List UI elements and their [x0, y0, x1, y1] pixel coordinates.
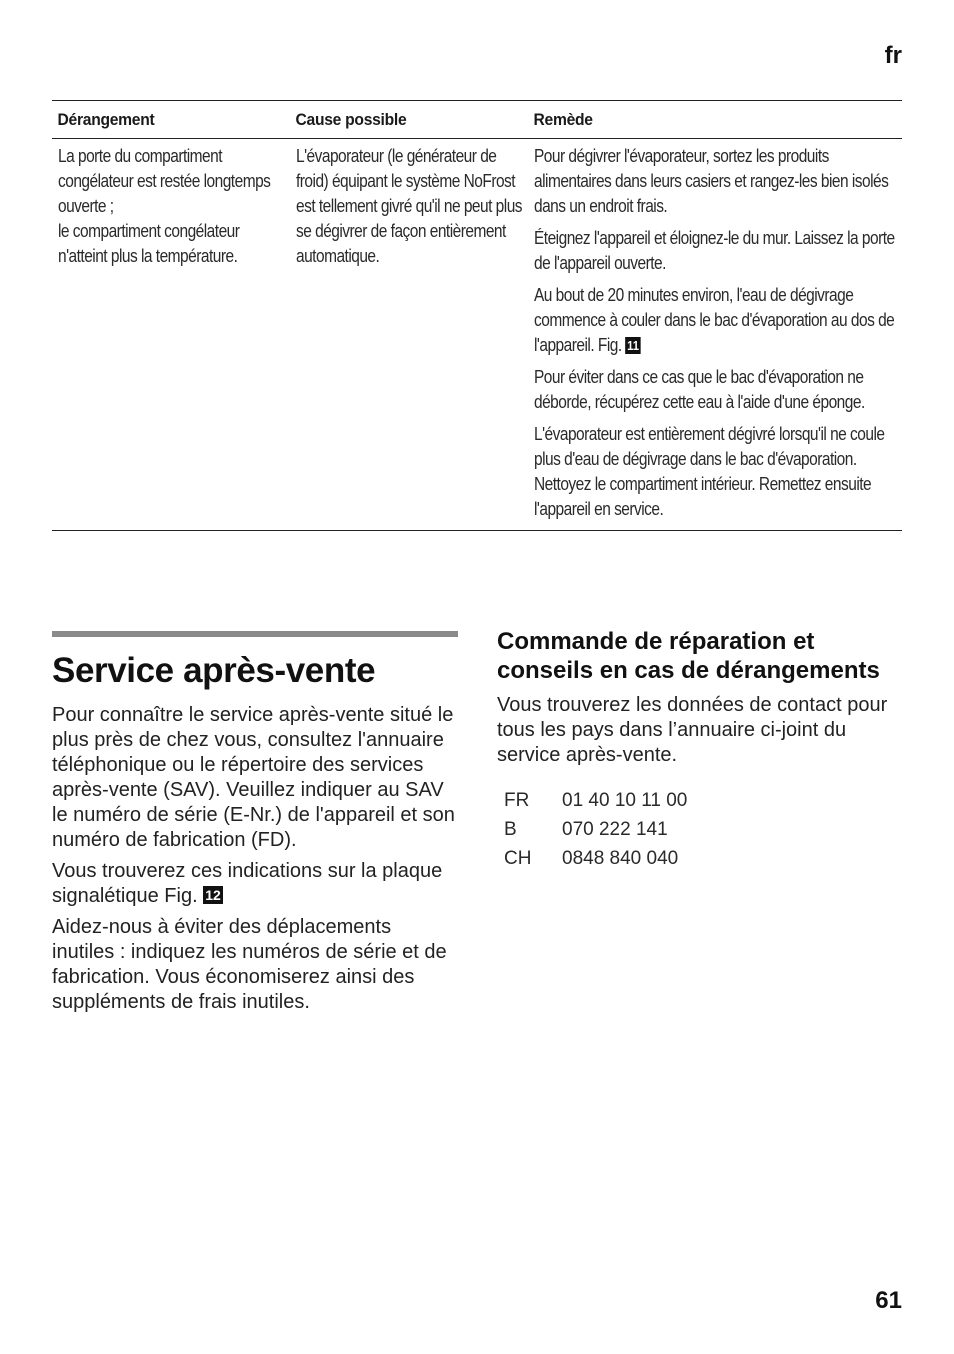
remedy-step: Éteignez l'appareil et éloignez-le du mur. Laissez la porte de l'appareil ouverte. [534, 228, 895, 273]
country-code: B [504, 819, 517, 840]
list-item [504, 786, 902, 815]
figure-reference-icon: 12 [205, 887, 221, 903]
symptom-cell [52, 144, 290, 522]
remedy-step: L'évaporateur est entièrement dégivré lorsqu'il ne coule plus d'eau de dégivrage dans le bac d'évaporation. Nettoyez le compartiment intérieur. Remettez ensuite l'appareil en service. [534, 424, 885, 519]
remedy-step: Pour éviter dans ce cas que le bac d'évaporation ne déborde, récupérez cette eau à l'aide d'une éponge. [534, 367, 865, 412]
remedy-step [534, 283, 901, 358]
service-paragraph: Pour connaître le service après-vente situé le plus près de chez vous, consultez l'annuaire téléphonique ou le répertoire des services après-vente (SAV). Veuillez indiquer au SAV le numéro de série (E-Nr.) de l'appareil et son numéro de fabrication (FD). [52, 704, 455, 851]
repair-section [497, 627, 902, 873]
phone-number: 01 40 10 11 00 [562, 790, 688, 811]
service-paragraph: Aidez-nous à éviter des déplacements inutiles : indiquez les numéros de série et de fabrication. Vous économiserez ainsi des suppléments de frais inutiles. [52, 916, 447, 1013]
subsection-title: Commande de réparation et conseils en cas de dérangements [497, 628, 880, 684]
symptom-line: La porte du compartiment congélateur est restée longtemps ouverte ; [58, 146, 271, 216]
remedy-cell [528, 144, 902, 522]
country-code: CH [504, 848, 532, 869]
service-paragraph-text: Vous trouverez ces indications sur la plaque signalétique Fig. [52, 860, 443, 907]
phone-number: 070 222 141 [562, 819, 668, 840]
column-header-remede: Remède [533, 109, 593, 129]
table-header-row [52, 101, 902, 139]
figure-reference-icon: 11 [627, 338, 639, 353]
contact-list [504, 786, 902, 873]
remedy-step: Pour dégivrer l'évaporateur, sortez les produits alimentaires dans leurs casiers et rangez-les bien isolés dans un endroit frais. [534, 146, 889, 216]
section-divider [52, 631, 458, 637]
column-header-derangement: Dérangement [57, 109, 155, 129]
language-marker: fr [884, 42, 902, 69]
table-row [52, 139, 902, 530]
country-code: FR [504, 790, 530, 811]
list-item [504, 844, 902, 873]
section-title: Service après-vente [52, 651, 376, 690]
remedy-step-text: Au bout de 20 minutes environ, l'eau de dégivrage commence à couler dans le bac d'évaporation au dos de l'appareil. Fig. [534, 285, 895, 355]
page-number: 61 [875, 1287, 902, 1314]
symptom-line: le compartiment congélateur n'atteint plus la température. [58, 221, 240, 266]
service-section [52, 631, 458, 1021]
repair-paragraph: Vous trouverez les données de contact pour tous les pays dans l’annuaire ci-joint du service après-vente. [497, 694, 888, 766]
list-item [504, 815, 902, 844]
column-header-cause: Cause possible [295, 109, 407, 129]
troubleshooting-table [52, 100, 902, 531]
service-paragraph [52, 859, 458, 909]
cause-cell [290, 144, 528, 522]
cause-text: L'évaporateur (le générateur de froid) équipant le système NoFrost est tellement givré qu'il ne peut plus se dégivrer de façon entièrement automatique. [296, 146, 523, 266]
phone-number: 0848 840 040 [562, 848, 679, 869]
